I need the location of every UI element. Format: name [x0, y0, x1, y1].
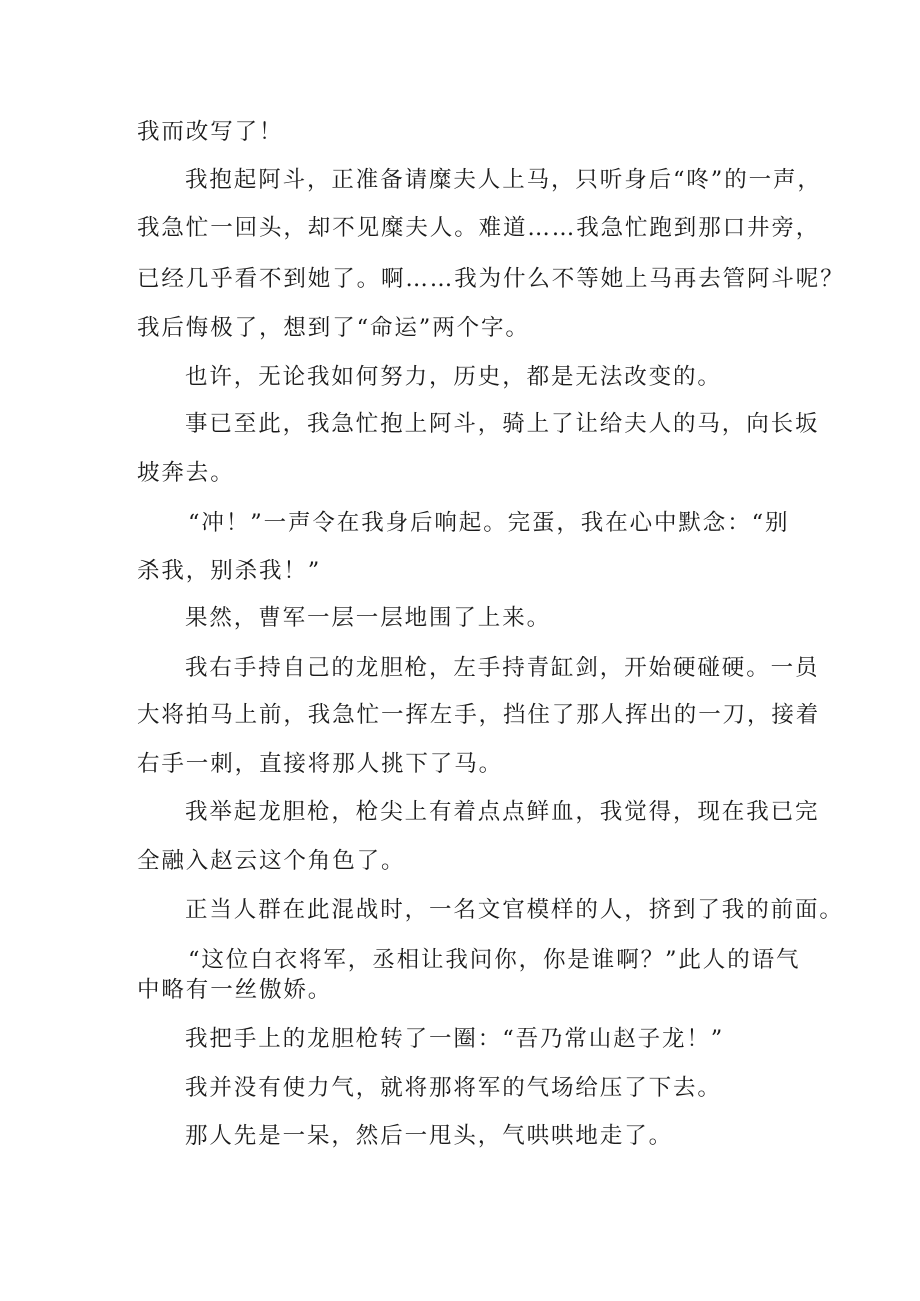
text-line: “冲！”一声令在我身后响起。完蛋，我在心中默念：“别 — [188, 510, 790, 536]
text-line: 我举起龙胆枪，枪尖上有着点点鲜血，我觉得，现在我已完 — [185, 799, 820, 825]
text-line: 已经几乎看不到她了。啊……我为什么不等她上马再去管阿斗呢？ — [137, 266, 845, 292]
text-line: 我把手上的龙胆枪转了一圈：“吾乃常山赵子龙！” — [185, 1026, 725, 1052]
text-line: 全融入赵云这个角色了。 — [137, 848, 406, 874]
text-line: 我并没有使力气，就将那将军的气场给压了下去。 — [185, 1075, 722, 1101]
text-line: 右手一刺，直接将那人挑下了马。 — [137, 751, 504, 777]
text-line: 我而改写了！ — [137, 119, 284, 145]
text-line: 事已至此，我急忙抱上阿斗，骑上了让给夫人的马，向长坂 — [185, 411, 820, 437]
text-line: 大将拍马上前，我急忙一挥左手，挡住了那人挥出的一刀，接着 — [137, 702, 821, 728]
text-line: 我后悔极了，想到了“命运”两个字。 — [137, 315, 530, 341]
text-line: “这位白衣将军，丞相让我问你，你是谁啊？”此人的语气 — [188, 947, 801, 973]
text-line: 我右手持自己的龙胆枪，左手持青缸剑，开始硬碰硬。一员 — [185, 655, 820, 681]
text-line: 果然，曹军一层一层地围了上来。 — [185, 605, 552, 631]
text-line: 正当人群在此混战时，一名文官模样的人，挤到了我的前面。 — [185, 897, 844, 923]
text-line: 我抱起阿斗，正准备请糜夫人上马，只听身后“咚”的一声， — [185, 167, 822, 193]
text-line: 杀我，别杀我！” — [137, 558, 322, 584]
text-line: 中略有一丝傲娇。 — [137, 977, 333, 1003]
text-line: 我急忙一回头，却不见糜夫人。难道……我急忙跑到那口井旁， — [137, 215, 821, 241]
text-line: 那人先是一呆，然后一甩头，气哄哄地走了。 — [185, 1123, 674, 1149]
text-line: 也许，无论我如何努力，历史，都是无法改变的。 — [185, 364, 722, 390]
text-line: 坡奔去。 — [137, 460, 235, 486]
